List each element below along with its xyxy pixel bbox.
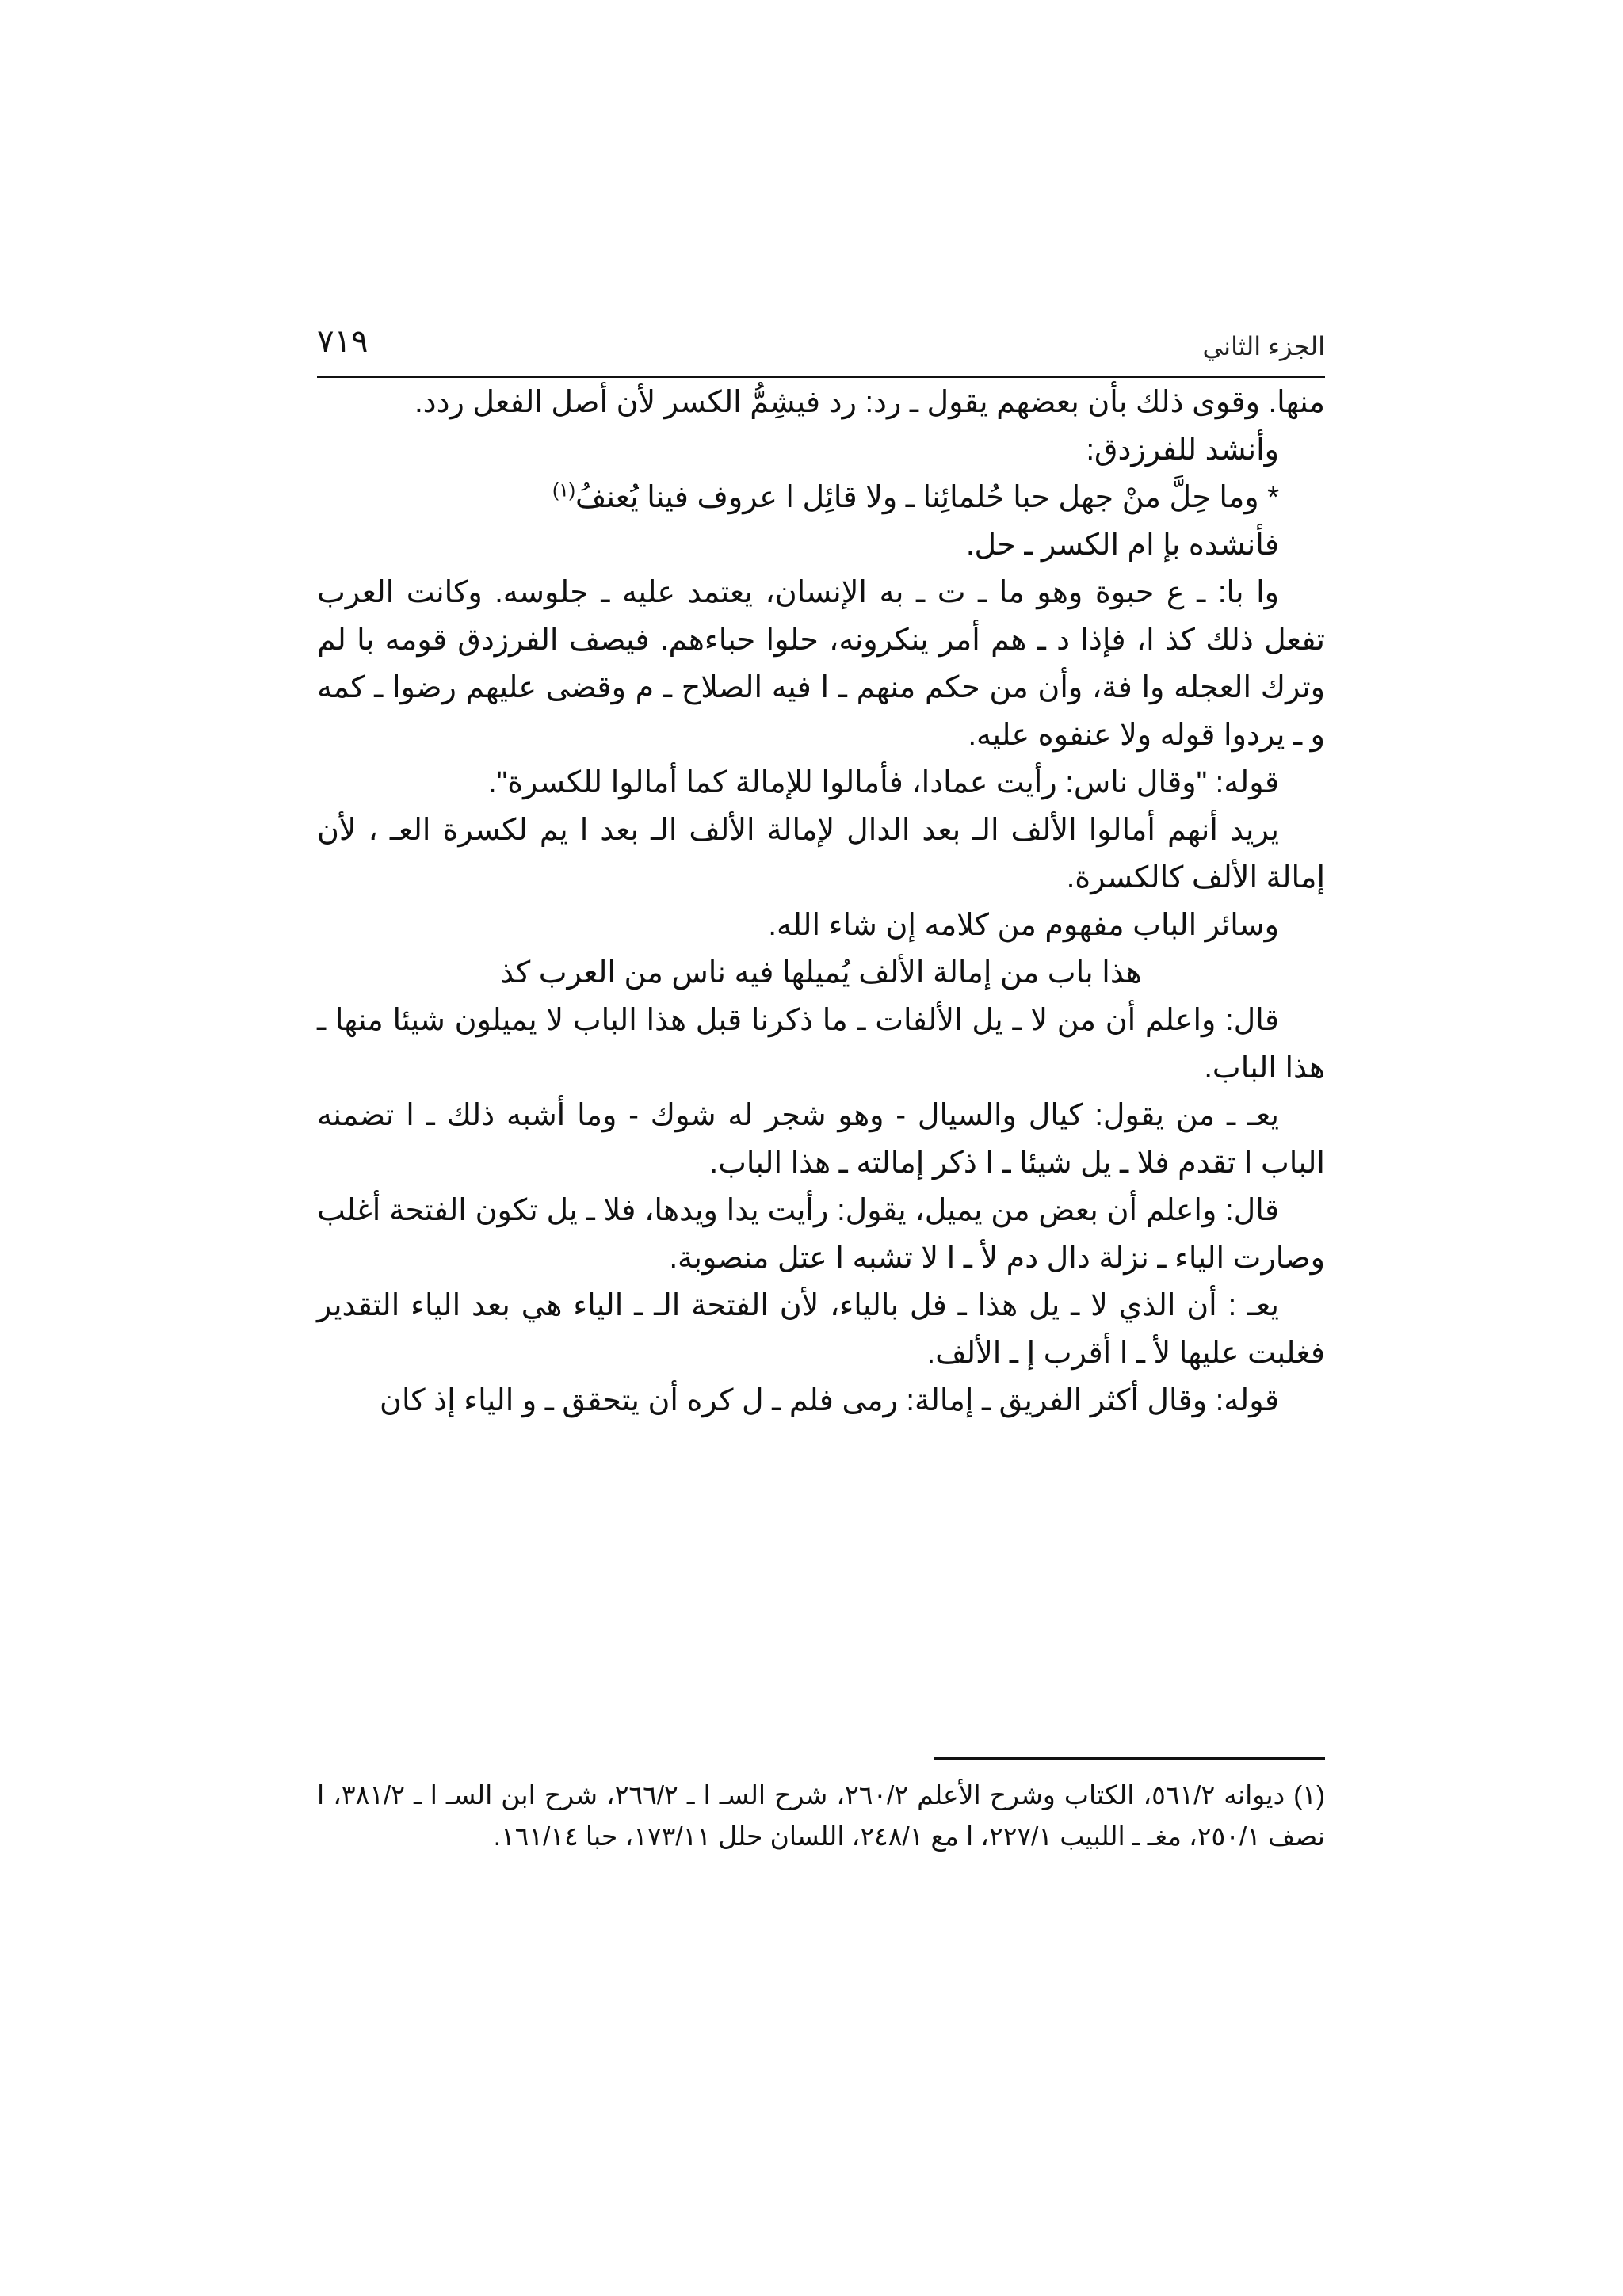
paragraph: يعـ ـ من يقول: كيال والسيال - وهو شجر له شوك - وما أشبه ذلك ـ ا تضمنه الباب ا تقدم فلا ـ يل شيئا ـ ا ذكر إمالته ـ هذا الباب. xyxy=(317,1099,1325,1180)
header-rule xyxy=(317,376,1325,378)
running-head: الجزء الثاني xyxy=(1202,332,1325,360)
main-text xyxy=(317,379,1325,1425)
paragraph: قوله: "وقال ناس: رأيت عمادا، فأمالوا للإمالة كما أمالوا للكسرة". xyxy=(488,766,1279,799)
paragraph: يريد أنهم أمالوا الألف الـ بعد الدال لإمالة الألف الـ بعد ا يم لكسرة العـ ، لأن إمالة الألف كالكسرة. xyxy=(317,814,1325,894)
paragraph: منها. وقوى ذلك بأن بعضهم يقول ـ رد: رد فيشِمُّ الكسر لأن أصل الفعل ردد. xyxy=(414,386,1325,419)
verse-line xyxy=(317,474,1325,521)
page-header xyxy=(317,323,1325,374)
footnote: (١) ديوانه ٥٦١/٢، الكتاب وشرح الأعلم ٢٦٠/٢، شرح السـ ا ـ ٢٦٦/٢، شرح ابن السـ ا ـ ٣٨١/٢، ا نصف ٢٥٠/١، مغـ ـ اللبيب ٢٢٧/١، ا مع ٢٤٨/١، اللسان حلل ١٧٣/١١، حبا ١٦١/١٤. xyxy=(317,1780,1325,1851)
section-heading: هذا باب من إمالة الألف يُميلها فيه ناس من العرب كذ xyxy=(500,956,1142,990)
paragraph: قوله: وقال أكثر الفريق ـ إمالة: رمى فلم ـ ل كره أن يتحقق ـ و الياء إذ كان xyxy=(380,1384,1279,1417)
paragraph: قال: واعلم أن من لا ـ يل الألفات ـ ما ذكرنا قبل هذا الباب لا يميلون شيئا منها ـ هذا الباب. xyxy=(317,1004,1325,1085)
paragraph: وأنشد للفرزدق: xyxy=(1086,433,1279,467)
verse-text: * وما حِلَّ منْ جهل حبا حُلمائِنا ـ ولا قائِل ا عروف فينا يُعنفُ xyxy=(575,481,1279,514)
footnote-rule xyxy=(934,1757,1325,1760)
page-number: ٧١٩ xyxy=(317,324,369,359)
paragraph: وسائر الباب مفهوم من كلامه إن شاء الله. xyxy=(768,909,1279,942)
paragraph: يعـ : أن الذي لا ـ يل هذا ـ فل بالياء، لأن الفتحة الـ ـ الياء هي بعد الياء التقدير فغلبت عليها لأ ـ ا أقرب إ ـ الألف. xyxy=(317,1289,1325,1370)
paragraph: وا با: ـ ع حبوة وهو ما ـ ت ـ به الإنسان، يعتمد عليه ـ جلوسه. وكانت العرب تفعل ذلك كذ ا، فإذا د ـ هم أمر ينكرونه، حلوا حباءهم. فيصف الفرزدق قومه با لم وترك العجله وا فة، وأن من حكم منهم ـ ا فيه الصلاح ـ م وقضى عليهم رضوا ـ كمه و ـ يردوا قوله ولا عنفوه عليه. xyxy=(317,576,1325,752)
footnotes xyxy=(317,1775,1325,1857)
footnote-marker: (١) xyxy=(552,479,575,502)
paragraph: فأنشده بإ ام الكسر ـ حل. xyxy=(965,528,1279,562)
paragraph: قال: واعلم أن بعض من يميل، يقول: رأيت يدا ويدها، فلا ـ يل تكون الفتحة أغلب وصارت الياء ـ نزلة دال دم لأ ـ ا لا تشبه ا عتل منصوبة. xyxy=(317,1194,1325,1275)
